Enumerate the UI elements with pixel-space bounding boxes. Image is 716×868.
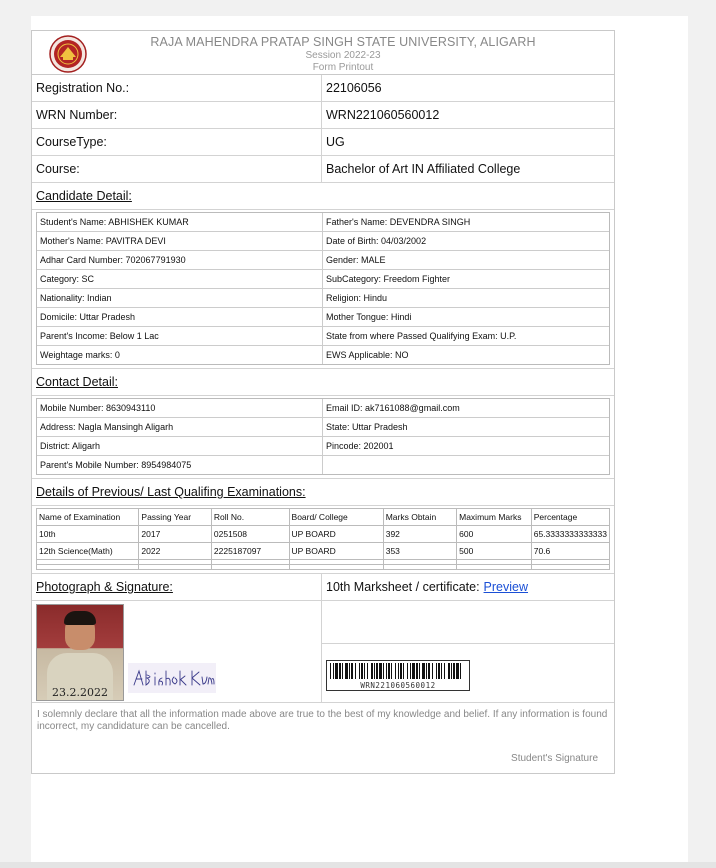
table-row (37, 289, 609, 308)
photo-date: 23.2.2022 (52, 686, 108, 699)
table-row (37, 526, 610, 543)
registration-value: 22106056 (326, 81, 382, 95)
table-cell: 353 (383, 543, 456, 560)
signature-icon (128, 663, 216, 693)
table-cell: SubCategory: Freedom Fighter (326, 274, 451, 284)
table-cell: Mother's Name: PAVITRA DEVI (37, 232, 323, 250)
table-cell: State: Uttar Pradesh (326, 422, 408, 432)
column-header: Passing Year (139, 509, 211, 526)
barcode-cell (322, 644, 614, 702)
wrn-value: WRN221060560012 (326, 108, 440, 122)
photo-hair (64, 611, 96, 625)
table-header-row (37, 509, 610, 526)
course-type-label: CourseType: (32, 129, 322, 155)
table-cell: EWS Applicable: NO (326, 350, 409, 360)
column-header: Roll No. (211, 509, 289, 526)
table-cell: 500 (457, 543, 532, 560)
table-cell: Gender: MALE (326, 255, 386, 265)
session-label: Session 2022-23 (305, 50, 381, 61)
table-cell: 392 (383, 526, 456, 543)
column-header: Percentage (531, 509, 609, 526)
table-cell: Religion: Hindu (326, 293, 388, 303)
table-row (37, 437, 609, 456)
table-row (37, 232, 609, 251)
table-row (37, 308, 609, 327)
university-name: RAJA MAHENDRA PRATAP SINGH STATE UNIVERSITY, ALIGARH (150, 35, 536, 49)
marksheet-empty-cell (322, 601, 614, 644)
marksheet-label: 10th Marksheet / certificate: (326, 580, 480, 594)
contact-detail-title: Contact Detail: (32, 369, 614, 396)
course-type-value: UG (326, 135, 345, 149)
exam-detail-section (32, 508, 614, 574)
table-cell: 2017 (139, 526, 211, 543)
contact-detail-table (36, 398, 610, 475)
table-cell: Domicile: Uttar Pradesh (37, 308, 323, 326)
table-row (37, 418, 609, 437)
exam-table (36, 508, 610, 570)
column-header: Board/ College (289, 509, 383, 526)
table-row-empty (37, 565, 610, 570)
table-cell: Weightage marks: 0 (37, 346, 323, 364)
column-header: Name of Examination (37, 509, 139, 526)
course-type-row (32, 129, 614, 156)
table-row (37, 213, 609, 232)
table-row (37, 327, 609, 346)
registration-row (32, 75, 614, 102)
table-cell: Email ID: ak7161088@gmail.com (326, 403, 460, 413)
contact-detail-section (32, 398, 614, 479)
table-cell: UP BOARD (289, 543, 383, 560)
table-cell: Mother Tongue: Hindi (326, 312, 412, 322)
barcode-text: WRN221060560012 (360, 681, 436, 690)
table-cell: Date of Birth: 04/03/2002 (326, 236, 427, 246)
table-row (37, 270, 609, 289)
form-printout (31, 30, 615, 774)
table-cell: UP BOARD (289, 526, 383, 543)
table-row (37, 543, 610, 560)
page-bottom-edge (0, 862, 716, 868)
table-cell: Address: Nagla Mansingh Aligarh (37, 418, 323, 436)
photo-area (32, 601, 321, 702)
photo-signature-title: Photograph & Signature: (32, 574, 321, 601)
wrn-barcode (326, 660, 470, 691)
course-value: Bachelor of Art IN Affiliated College (326, 162, 521, 176)
table-row (37, 251, 609, 270)
table-cell: 600 (457, 526, 532, 543)
course-row (32, 156, 614, 183)
table-cell (323, 456, 609, 474)
table-cell: District: Aligarh (37, 437, 323, 455)
exam-detail-title: Details of Previous/ Last Qualifing Examinations: (32, 479, 614, 506)
table-cell: Adhar Card Number: 702067791930 (37, 251, 323, 269)
table-row (37, 456, 609, 474)
table-cell: 2022 (139, 543, 211, 560)
photo-signature-section (32, 574, 614, 703)
candidate-detail-title: Candidate Detail: (32, 183, 614, 210)
declaration-text: I solemnly declare that all the information made above are true to the best of my knowledge and belief. If any information is found incorrect, my candidature can be cancelled. (37, 709, 608, 732)
form-printout-label: Form Printout (312, 62, 374, 73)
photo-signature-column (32, 574, 322, 702)
marksheet-column (322, 574, 614, 702)
table-row (37, 346, 609, 364)
marksheet-title (322, 574, 614, 601)
column-header: Marks Obtain (383, 509, 456, 526)
table-cell: Nationality: Indian (37, 289, 323, 307)
table-cell: 10th (37, 526, 139, 543)
table-cell: Category: SC (37, 270, 323, 288)
candidate-photo (36, 604, 124, 701)
table-cell: State from where Passed Qualifying Exam: U.P. (326, 331, 517, 341)
wrn-row (32, 102, 614, 129)
form-header (32, 31, 614, 75)
candidate-signature-image (128, 663, 216, 693)
table-cell: Parent's Income: Below 1 Lac (37, 327, 323, 345)
student-signature-label: Student's Signature (511, 753, 598, 764)
candidate-detail-table (36, 212, 610, 365)
table-cell: 2225187097 (211, 543, 289, 560)
wrn-label: WRN Number: (32, 102, 322, 128)
preview-link[interactable]: Preview (483, 580, 529, 594)
table-cell: Mobile Number: 8630943110 (37, 399, 323, 417)
table-cell: 70.6 (531, 543, 609, 560)
column-header: Maximum Marks (457, 509, 532, 526)
course-label: Course: (32, 156, 322, 182)
table-row (37, 399, 609, 418)
table-cell: Pincode: 202001 (326, 441, 394, 451)
table-cell: Father's Name: DEVENDRA SINGH (326, 217, 471, 227)
candidate-detail-section (32, 212, 614, 369)
barcode-bars (327, 661, 467, 680)
table-cell: 65.3333333333333 (531, 526, 609, 543)
registration-label: Registration No.: (32, 75, 322, 101)
table-cell: Parent's Mobile Number: 8954984075 (37, 456, 323, 474)
table-cell: 0251508 (211, 526, 289, 543)
table-cell: Student's Name: ABHISHEK KUMAR (37, 213, 323, 231)
table-cell: 12th Science(Math) (37, 543, 139, 560)
